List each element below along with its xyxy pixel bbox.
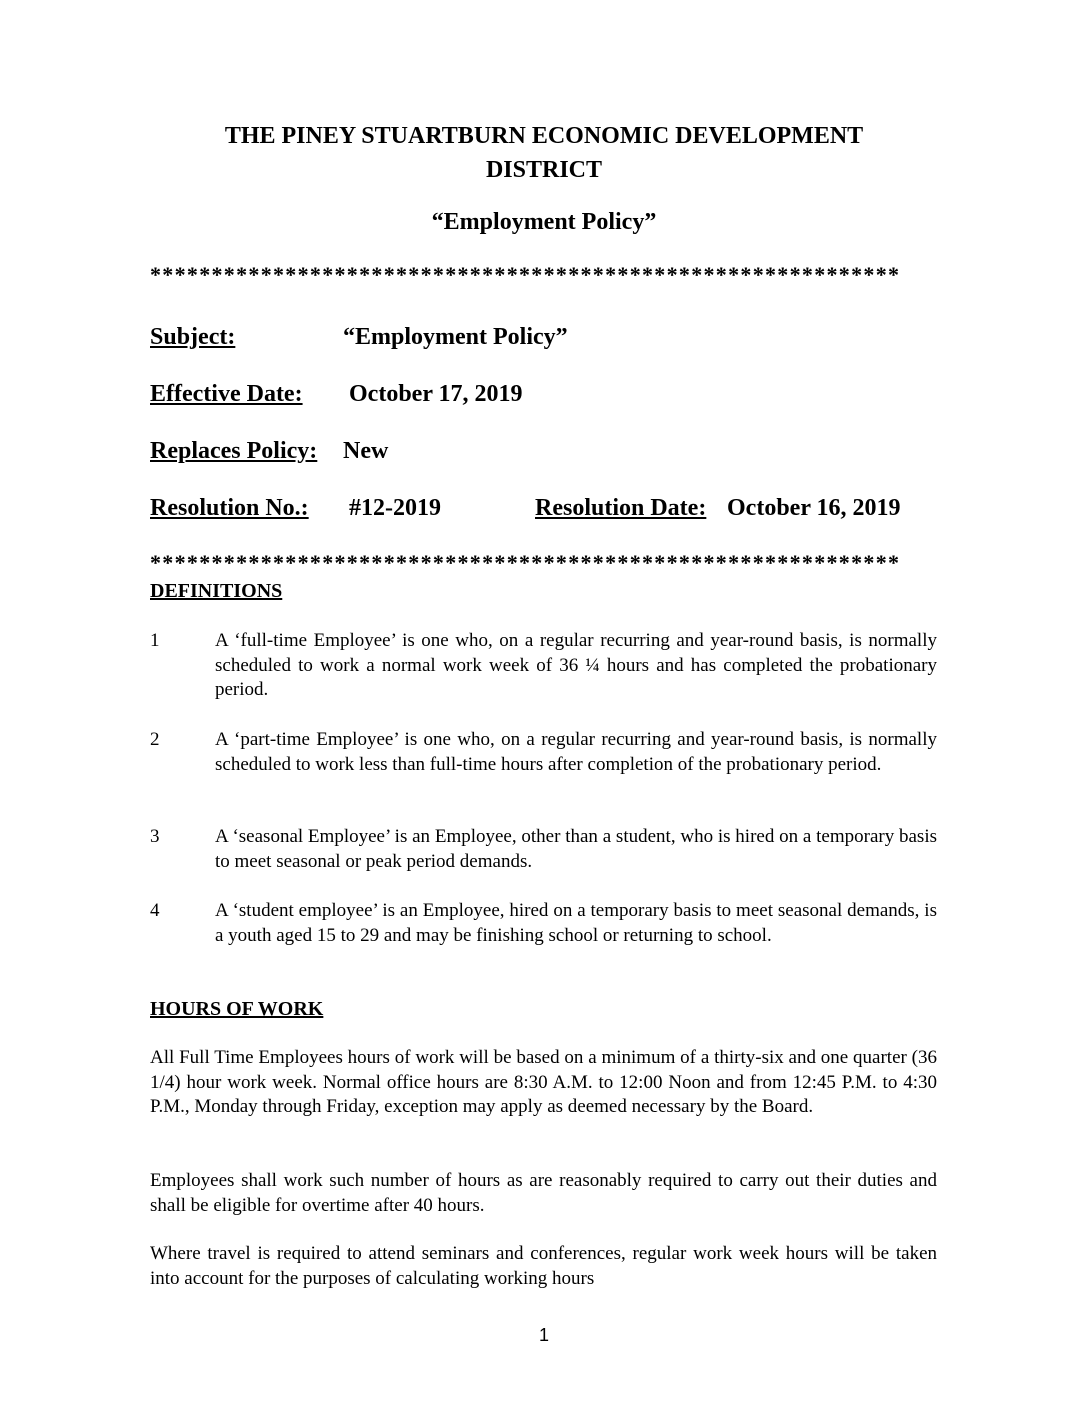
document-title (150, 119, 938, 187)
definitions-heading: DEFINITIONS (150, 580, 283, 602)
document-subtitle: “Employment Policy” (431, 209, 657, 235)
title-line-1: THE PINEY STUARTBURN ECONOMIC DEVELOPMENT (224, 123, 864, 149)
effective-date-value: October 17, 2019 (349, 381, 523, 407)
hours-paragraph: All Full Time Employees hours of work will be based on a minimum of a thirty-six and one quarter (36 1/4) hour work week. Normal office hours are 8:30 A.M. to 12:00 Noon and from 12:45 P.M. to 4:30 P.M., Monday through Friday, exception may apply as deemed necessary by the Board. (150, 1047, 937, 1117)
definition-number: 2 (150, 729, 160, 750)
hours-paragraph: Where travel is required to attend seminars and conferences, regular work week hours will be taken into account for the purposes of calculating working hours (150, 1243, 937, 1289)
subject-value: “Employment Policy” (343, 324, 568, 350)
resolution-no-label: Resolution No.: (150, 495, 309, 521)
hours-of-work-heading: HOURS OF WORK (150, 998, 324, 1020)
page-number: 1 (538, 1325, 549, 1345)
definition-number: 1 (150, 630, 160, 651)
effective-date-label: Effective Date: (150, 381, 303, 407)
replaces-policy-value: New (343, 438, 389, 464)
separator-bottom: ************************************************************* (150, 551, 901, 575)
title-line-2: DISTRICT (485, 157, 603, 183)
definition-text: A ‘part-time Employee’ is one who, on a regular recurring and year-round basis, is normally scheduled to work less than full-time hours after completion of the probationary period. (215, 729, 937, 775)
resolution-date-label: Resolution Date: (535, 495, 707, 521)
hours-paragraph: Employees shall work such number of hours as are reasonably required to carry out their duties and shall be eligible for overtime after 40 hours. (150, 1170, 937, 1216)
definition-text: A ‘student employee’ is an Employee, hired on a temporary basis to meet seasonal demands, is a youth aged 15 to 29 and may be finishing school or returning to school. (215, 900, 937, 946)
definition-text: A ‘full-time Employee’ is one who, on a regular recurring and year-round basis, is normally scheduled to work a normal work week of 36 ¼ hours and has completed the probationary period. (215, 630, 937, 700)
replaces-policy-label: Replaces Policy: (150, 438, 318, 464)
resolution-no-value: #12-2019 (349, 495, 441, 521)
separator-top: ************************************************************* (150, 263, 901, 287)
definition-number: 4 (150, 900, 160, 921)
subject-label: Subject: (150, 324, 236, 350)
resolution-date-value: October 16, 2019 (727, 495, 901, 521)
definition-number: 3 (150, 826, 160, 847)
definition-text: A ‘seasonal Employee’ is an Employee, other than a student, who is hired on a temporary basis to meet seasonal or peak period demands. (215, 826, 937, 872)
